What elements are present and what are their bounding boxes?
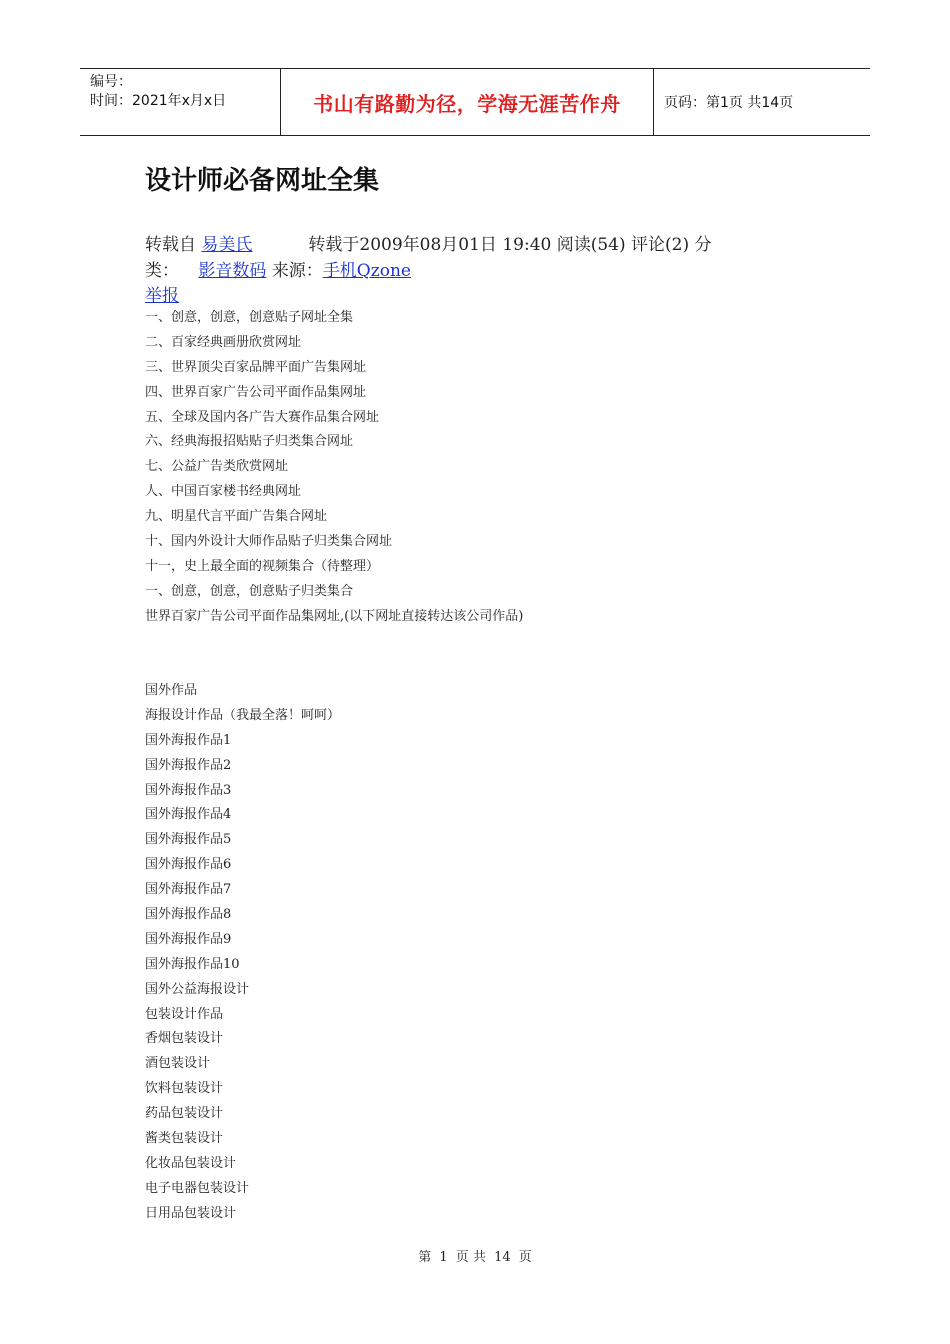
list-item: 国外海报作品1	[145, 732, 232, 748]
document-header	[80, 68, 870, 136]
works-list	[145, 679, 340, 1227]
category-link[interactable]: 影音数码	[198, 261, 267, 281]
list-item: 香烟包装设计	[145, 1031, 224, 1047]
toc-list	[145, 306, 523, 630]
list-item: 三、世界顶尖百家品牌平面广告集网址	[145, 359, 367, 375]
header-time-label: 时间：2021年x月x日	[90, 93, 227, 109]
footer-prefix: 第	[418, 1250, 432, 1265]
footer-page-total: 14	[494, 1250, 511, 1265]
source-link[interactable]: 手机Qzone	[322, 261, 411, 281]
header-page-label: 页码：第1页 共14页	[664, 95, 794, 111]
list-item: 人、中国百家楼书经典网址	[145, 484, 302, 500]
list-item: 药品包装设计	[145, 1106, 224, 1122]
list-item: 一、创意，创意，创意贴子归类集合	[145, 583, 354, 599]
page-title: 设计师必备网址全集	[145, 166, 380, 196]
list-item: 国外海报作品6	[145, 857, 232, 873]
list-item: 六、经典海报招贴贴子归类集合网址	[145, 434, 354, 450]
footer-page-num: 1	[439, 1250, 448, 1265]
list-item: 十一，史上最全面的视频集合（待整理）	[145, 558, 380, 574]
category-label: 类：	[145, 261, 179, 281]
list-item: 国外海报作品4	[145, 807, 232, 823]
list-item: 九、明星代言平面广告集合网址	[145, 509, 328, 525]
report-link[interactable]: 举报	[145, 286, 179, 306]
list-item: 化妆品包装设计	[145, 1155, 237, 1171]
list-item: 国外作品	[145, 683, 198, 698]
list-item: 世界百家广告公司平面作品集网址,(以下网址直接转达该公司作品)	[145, 608, 524, 624]
footer-mid: 页 共	[455, 1250, 486, 1265]
list-item: 饮料包装设计	[145, 1081, 224, 1097]
list-item: 五、全球及国内各广告大赛作品集合网址	[145, 409, 380, 425]
list-item: 国外海报作品7	[145, 882, 232, 898]
list-item: 一、创意，创意，创意贴子网址全集	[145, 310, 354, 325]
list-item: 国外海报作品9	[145, 931, 232, 947]
list-item: 酱类包装设计	[145, 1131, 224, 1147]
reprint-time: 转载于2009年08月01日 19:40 阅读(54) 评论(2) 分	[308, 235, 712, 255]
header-motto: 书山有路勤为径，学海无涯苦作舟	[281, 69, 654, 135]
header-number-label: 编号：	[90, 74, 132, 90]
list-item: 日用品包装设计	[145, 1205, 237, 1221]
list-item: 电子电器包装设计	[145, 1180, 250, 1196]
list-item: 四、世界百家广告公司平面作品集网址	[145, 384, 367, 400]
author-link[interactable]: 易美氏	[201, 235, 253, 255]
list-item: 国外海报作品2	[145, 757, 232, 773]
list-item: 七、公益广告类欣赏网址	[145, 459, 289, 475]
list-item: 二、百家经典画册欣赏网址	[145, 334, 302, 350]
header-info-cell	[80, 69, 281, 135]
list-item: 国外海报作品5	[145, 832, 232, 848]
list-item: 国外公益海报设计	[145, 981, 250, 997]
list-item: 海报设计作品（我最全落！呵呵）	[145, 707, 341, 723]
reprint-from-label: 转载自	[145, 235, 196, 255]
source-label: 来源：	[271, 261, 323, 281]
page-footer	[0, 1246, 950, 1265]
footer-suffix: 页	[518, 1250, 532, 1265]
list-item: 十、国内外设计大师作品贴子归类集合网址	[145, 534, 393, 550]
list-item: 国外海报作品8	[145, 907, 232, 923]
list-item: 国外海报作品3	[145, 782, 232, 798]
list-item: 国外海报作品10	[145, 956, 240, 972]
list-item: 包装设计作品	[145, 1006, 224, 1022]
list-item: 酒包装设计	[145, 1056, 211, 1072]
article-meta	[145, 232, 805, 284]
